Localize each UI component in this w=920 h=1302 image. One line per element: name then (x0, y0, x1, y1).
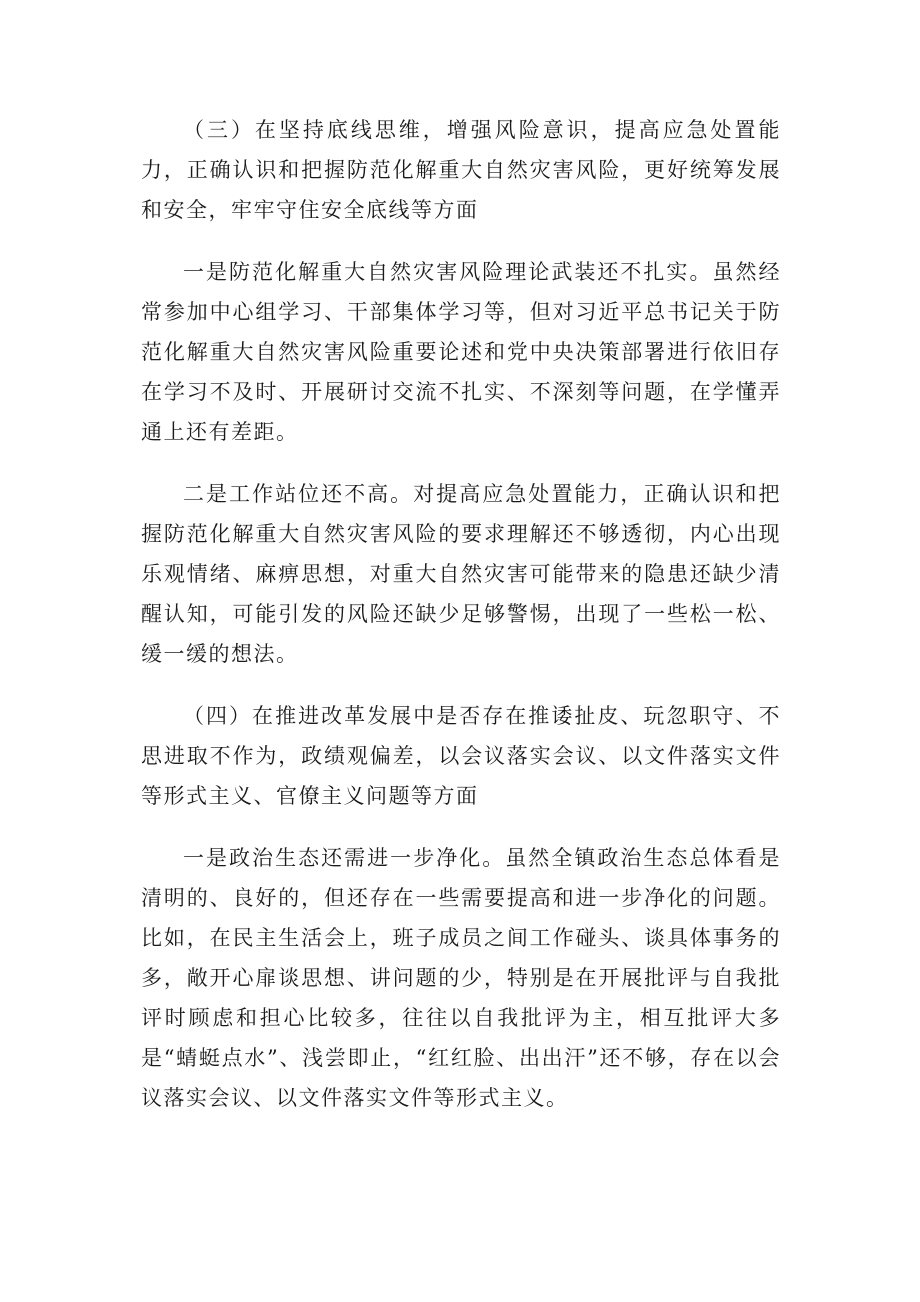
section-heading-four: （四）在推进改革发展中是否存在推诿扯皮、玩忽职守、不思进取不作为，政绩观偏差，以会议落实会议、以文件落实文件等形式主义、官僚主义问题等方面 (141, 704, 781, 808)
section-heading-three: （三）在坚持底线思维，增强风险意识，提高应急处置能力，正确认识和把握防范化解重大自然灾害风险，更好统筹发展和安全，牢牢守住安全底线等方面 (141, 118, 781, 222)
document-body (141, 110, 781, 1140)
paragraph-point-one-political-ecology: 一是政治生态还需进一步净化。虽然全镇政治生态总体看是清明的、良好的，但还存在一些需要提高和进一步净化的问题。比如，在民主生活会上，班子成员之间工作碰头、谈具体事务的多，敞开心扉谈思想、讲问题的少，特别是在开展批评与自我批评时顾虑和担心比较多，往往以自我批评为主，相互批评大多是“蜻蜓点水”、浅尝即止，“红红脸、出出汗”还不够，存在以会议落实会议、以文件落实文件等形式主义。 (141, 846, 781, 1110)
paragraph-point-two-stance: 二是工作站位还不高。对提高应急处置能力，正确认识和把握防范化解重大自然灾害风险的要求理解还不够透彻，内心出现乐观情绪、麻痹思想，对重大自然灾害可能带来的隐患还缺少清醒认知，可能引发的风险还缺少足够警惕，出现了一些松一松、缓一缓的想法。 (141, 482, 781, 666)
paragraph-point-one-theory: 一是防范化解重大自然灾害风险理论武装还不扎实。虽然经常参加中心组学习、干部集体学习等，但对习近平总书记关于防范化解重大自然灾害风险重要论述和党中央决策部署进行依旧存在学习不及时、开展研讨交流不扎实、不深刻等问题，在学懂弄通上还有差距。 (141, 260, 781, 444)
